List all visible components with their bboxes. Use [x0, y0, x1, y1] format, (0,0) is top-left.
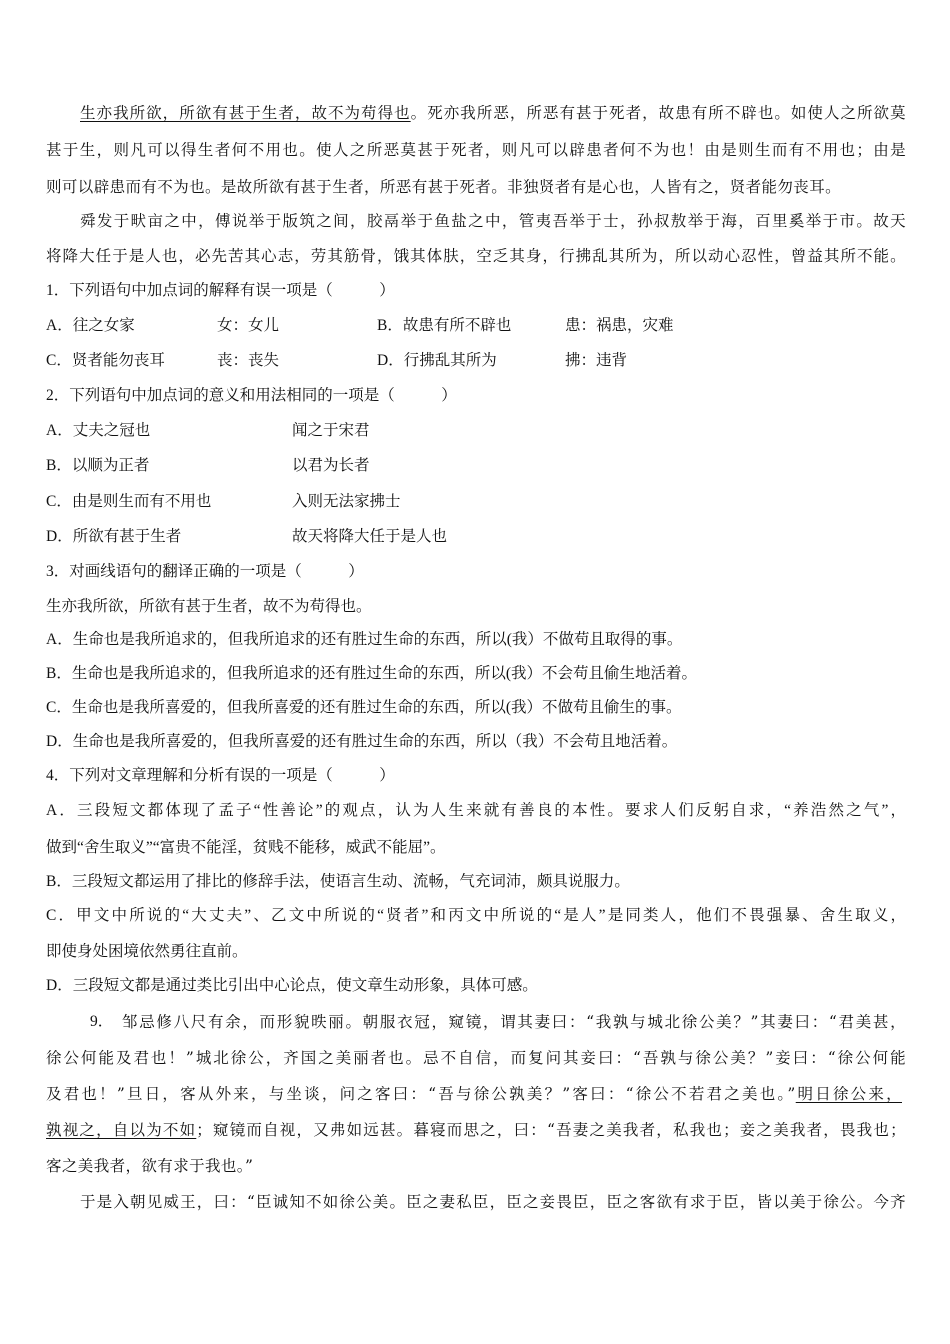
q3-stem: 3．对画线语句的翻译正确的一项是（ ） [46, 563, 364, 580]
q2-option-b-right: 以君为长者 [292, 457, 370, 474]
q4-option-d: D．三段短文都是通过类比引出中心论点，使文章生动形象，具体可感。 [46, 977, 538, 994]
q2-option-a-left: A．丈夫之冠也 [46, 422, 151, 439]
passage1-line1: 生亦我所欲，所欲有甚于生者，故不为苟得也。死亦我所恶，所恶有甚于死者，故患有所不辟也。如使人之所欲莫 [80, 104, 906, 122]
q2-option-a-right: 闻之于宋君 [292, 422, 370, 439]
passage1-line2: 甚于生，则凡可以得生者何不用也。使人之所恶莫甚于死者，则凡可以辟患者何不为也！由是则生而有不用也；由是 [46, 141, 906, 159]
q2-option-c-left: C．由是则生而有不用也 [46, 493, 212, 510]
q1-option-b-gloss: 患：祸患，灾难 [565, 317, 674, 334]
underlined-sentence: 生亦我所欲，所欲有甚于生者，故不为苟得也 [80, 104, 411, 122]
q1-option-d: D．行拂乱其所为 [377, 352, 497, 369]
q1-option-c: C．贤者能勿丧耳 [46, 352, 165, 369]
q9-number: 9． [90, 1013, 114, 1030]
q2-option-d-left: D．所欲有甚于生者 [46, 528, 182, 545]
q2-option-d-right: 故天将降大任于是人也 [292, 528, 448, 545]
q1-stem: 1．下列语句中加点词的解释有误一项是（ ） [46, 282, 395, 299]
q4-option-a-line1: A．三段短文都体现了孟子“性善论”的观点，认为人生来就有善良的本性。要求人们反躬自求，“养浩然之气”， [46, 802, 906, 819]
q2-stem: 2．下列语句中加点词的意义和用法相同的一项是（ ） [46, 387, 457, 404]
q9-line1: 邹忌修八尺有余，而形貌昳丽。朝服衣冠，窥镜，谓其妻曰：“我孰与城北徐公美？”其妻曰：“君美甚， [122, 1013, 906, 1031]
q4-option-c-line1: C．甲文中所说的“大丈夫”、乙文中所说的“贤者”和丙文中所说的“是人”是同类人，他们不畏强暴、舍生取义， [46, 907, 906, 924]
q4-option-a-line2: 做到“舍生取义”“富贵不能淫，贫贱不能移，威武不能屈”。 [46, 839, 446, 856]
q3-option-d: D．生命也是我所喜爱的，但我所喜爱的还有胜过生命的东西，所以（我）不会苟且地活着。 [46, 733, 678, 750]
underlined-sentence: 孰视之，自以为不如 [46, 1121, 197, 1139]
q4-option-c-line2: 即使身处困境依然勇往直前。 [46, 943, 248, 960]
q9-line5: 客之美我者，欲有求于我也。” [46, 1157, 254, 1175]
passage2-line1: 舜发于畎亩之中，傅说举于版筑之间，胶鬲举于鱼盐之中，管夷吾举于士，孙叔敖举于海，百里奚举于市。故天 [80, 212, 906, 230]
q4-option-b: B．三段短文都运用了排比的修辞手法，使语言生动、流畅，气充词沛，颇具说服力。 [46, 873, 630, 890]
q3-option-c: C．生命也是我所喜爱的，但我所喜爱的还有胜过生命的东西，所以(我）不做苟且偷生的事。 [46, 699, 682, 716]
passage1-line3: 则可以辟患而有不为也。是故所欲有甚于生者，所恶有甚于死者。非独贤者有是心也，人皆有之，贤者能勿丧耳。 [46, 178, 842, 196]
q3-option-a: A．生命也是我所追求的，但我所追求的还有胜过生命的东西，所以(我）不做苟且取得的事。 [46, 631, 683, 648]
q1-option-a: A．往之女家 [46, 317, 135, 334]
q9-line3: 及君也！”旦日，客从外来，与坐谈，问之客曰：“吾与徐公孰美？”客曰：“徐公不若君之美也。”明日徐公来， [46, 1085, 902, 1103]
q1-option-c-gloss: 丧：丧失 [217, 352, 280, 369]
q3-sentence: 生亦我所欲，所欲有甚于生者，故不为苟得也。 [46, 598, 372, 615]
q9-line2: 徐公何能及君也！”城北徐公，齐国之美丽者也。忌不自信，而复问其妾曰：“吾孰与徐公美？”妾曰：“徐公何能 [46, 1049, 906, 1067]
q9-line4: 孰视之，自以为不如；窥镜而自视，又弗如远甚。暮寝而思之，曰：“吾妻之美我者，私我也；妾之美我者，畏我也； [46, 1121, 906, 1139]
underlined-sentence: 明日徐公来， [795, 1085, 902, 1103]
q2-option-c-right: 入则无法家拂士 [292, 493, 401, 510]
q4-stem: 4．下列对文章理解和分析有误的一项是（ ） [46, 767, 395, 784]
q9-line6: 于是入朝见威王，曰：“臣诚知不如徐公美。臣之妻私臣，臣之妾畏臣，臣之客欲有求于臣，皆以美于徐公。今齐 [80, 1193, 906, 1211]
q1-option-b: B．故患有所不辟也 [377, 317, 512, 334]
q1-option-d-gloss: 拂：违背 [565, 352, 628, 369]
passage2-line2: 将降大任于是人也，必先苦其心志，劳其筋骨，饿其体肤，空乏其身，行拂乱其所为，所以动心忍性，曾益其所不能。 [46, 247, 906, 265]
q2-option-b-left: B．以顺为正者 [46, 457, 150, 474]
q3-option-b: B．生命也是我所追求的，但我所追求的还有胜过生命的东西，所以(我）不会苟且偷生地活着。 [46, 665, 698, 682]
q1-option-a-gloss: 女：女儿 [217, 317, 280, 334]
